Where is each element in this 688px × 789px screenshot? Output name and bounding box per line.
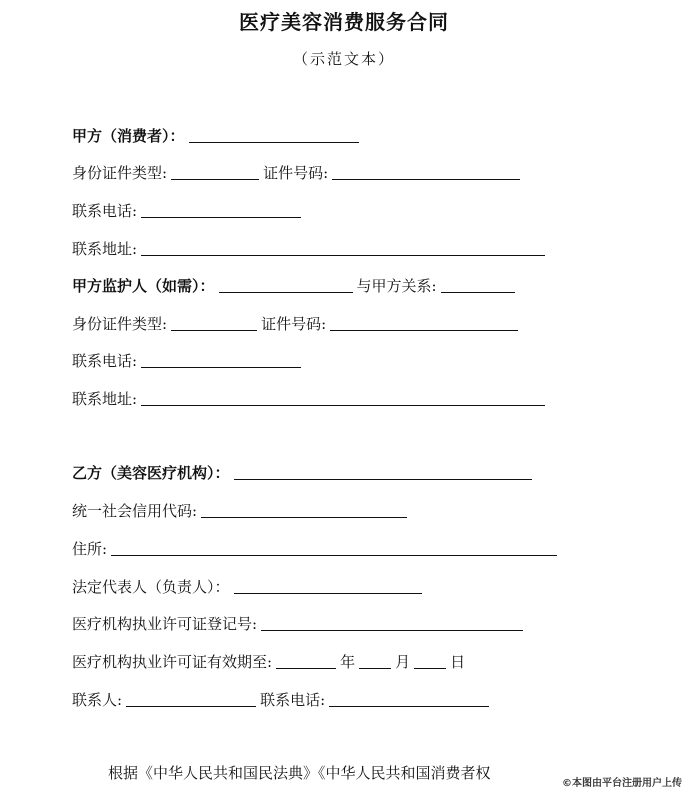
party-b-row [72, 461, 536, 483]
party-a-id-number-label: 证件号码: [263, 164, 329, 182]
party-b-license-valid-row [72, 650, 465, 672]
guardian-phone-blank[interactable] [141, 366, 301, 368]
party-a-id-type-blank[interactable] [171, 178, 259, 180]
party-a-id-type-label: 身份证件类型: [72, 164, 168, 182]
guardian-heading: 甲方监护人（如需）： [72, 277, 215, 295]
footer-text: 根据《中华人民共和国民法典》《中华人民共和国消费者权 [108, 764, 491, 782]
license-month-blank[interactable] [359, 667, 391, 669]
party-a-address-blank[interactable] [141, 254, 545, 256]
party-b-license-no-row [72, 612, 527, 634]
party-a-id-row [72, 161, 524, 183]
party-a-phone-row [72, 199, 305, 221]
party-a-address-label: 联系地址: [72, 240, 138, 258]
guardian-id-type-blank[interactable] [171, 329, 257, 331]
guardian-relation-blank[interactable] [441, 291, 515, 293]
guardian-name-blank[interactable] [219, 291, 353, 293]
guardian-phone-row [72, 349, 305, 371]
license-year-blank[interactable] [276, 667, 336, 669]
party-b-legal-rep-blank[interactable] [234, 592, 422, 594]
party-b-contact-phone-blank[interactable] [329, 705, 489, 707]
guardian-address-blank[interactable] [141, 404, 545, 406]
party-b-residence-blank[interactable] [111, 554, 557, 556]
party-a-id-number-blank[interactable] [332, 178, 520, 180]
document-title: 医疗美容消费服务合同 [239, 10, 449, 34]
guardian-id-number-label: 证件号码: [261, 315, 327, 333]
watermark: ©本图由平台注册用户上传 [560, 774, 684, 789]
guardian-address-label: 联系地址: [72, 390, 138, 408]
party-b-contact-label: 联系人: [72, 691, 123, 709]
party-b-credit-code-label: 统一社会信用代码: [72, 502, 198, 520]
party-a-phone-blank[interactable] [141, 216, 301, 218]
party-b-credit-code-row [72, 499, 411, 521]
guardian-address-row [72, 387, 549, 409]
license-day-blank[interactable] [414, 667, 446, 669]
guardian-phone-label: 联系电话: [72, 352, 138, 370]
party-b-legal-rep-row [72, 575, 426, 597]
guardian-id-number-blank[interactable] [330, 329, 518, 331]
license-year-label: 年 [340, 653, 356, 671]
party-b-license-no-blank[interactable] [261, 629, 523, 631]
party-b-residence-row [72, 537, 561, 559]
party-a-row [72, 124, 363, 146]
party-b-residence-label: 住所: [72, 540, 108, 558]
party-b-legal-rep-label: 法定代表人（负责人）： [72, 578, 230, 596]
party-a-name-blank[interactable] [189, 141, 359, 143]
party-a-phone-label: 联系电话: [72, 202, 138, 220]
party-b-contact-phone-label: 联系电话: [260, 691, 326, 709]
party-b-name-blank[interactable] [234, 478, 532, 480]
party-a-address-row [72, 237, 549, 259]
party-b-credit-code-blank[interactable] [201, 516, 407, 518]
document-subtitle: （示范文本） [292, 50, 395, 68]
guardian-id-type-label: 身份证件类型: [72, 315, 168, 333]
party-b-contact-blank[interactable] [126, 705, 256, 707]
guardian-relation-label: 与甲方关系: [356, 277, 437, 295]
party-b-contact-row [72, 688, 493, 710]
party-a-heading: 甲方（消费者）： [72, 127, 185, 145]
license-day-label: 日 [450, 653, 466, 671]
party-b-license-no-label: 医疗机构执业许可证登记号: [72, 615, 258, 633]
guardian-row [72, 274, 519, 296]
guardian-id-row [72, 312, 522, 334]
party-b-license-valid-label: 医疗机构执业许可证有效期至: [72, 653, 273, 671]
license-month-label: 月 [395, 653, 411, 671]
party-b-heading: 乙方（美容医疗机构）： [72, 464, 230, 482]
